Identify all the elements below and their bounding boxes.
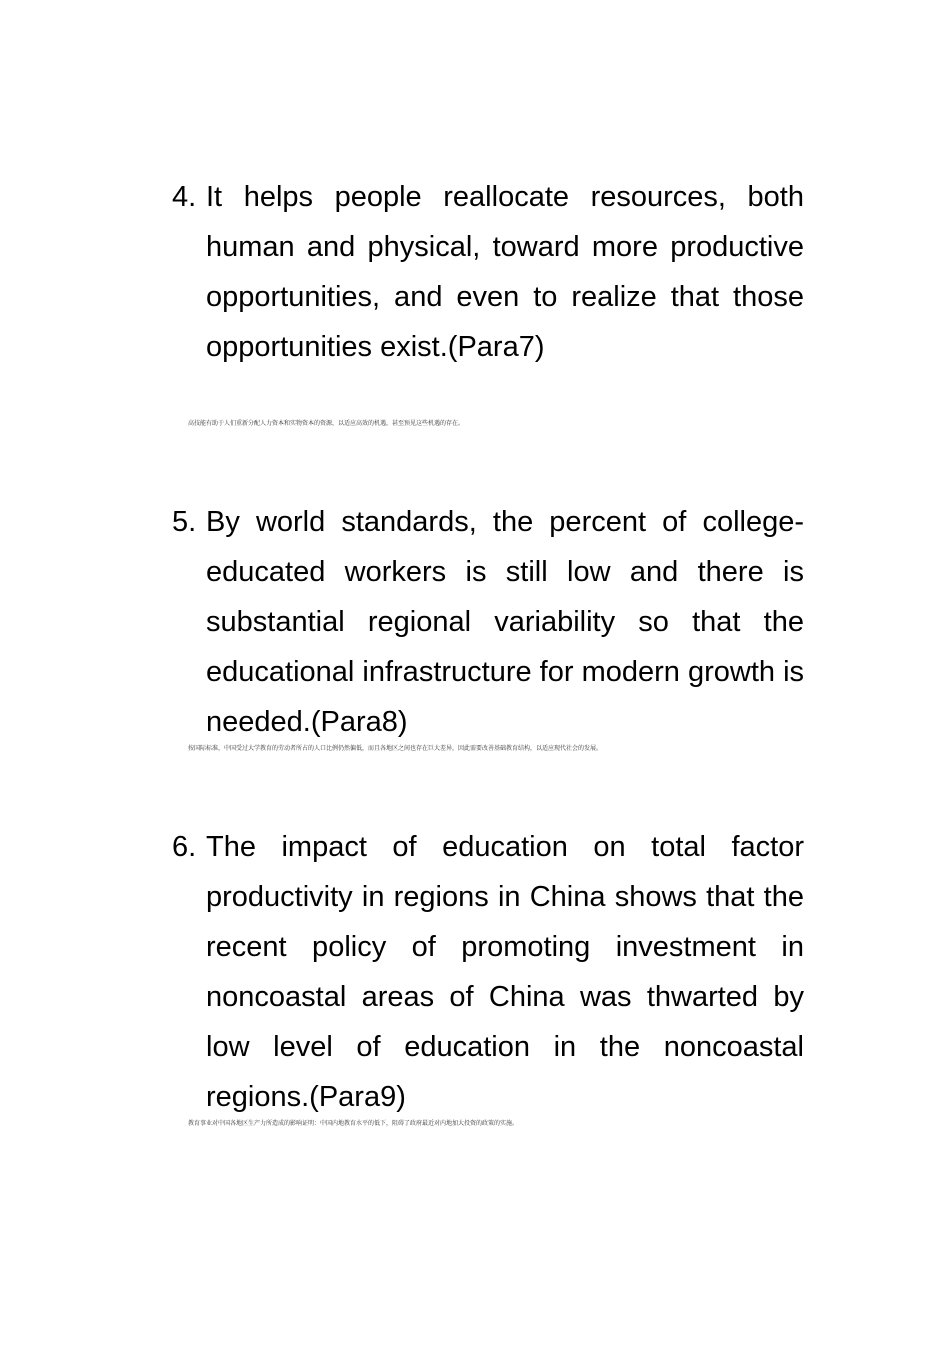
item-english-text: The impact of education on total factor productivity in regions in China shows that the recent policy of promoting investment in noncoastal areas of China was thwarted by low level of education in the noncoastal regions.(Para9) [206, 831, 804, 1113]
item-chinese-note: 高技能有助于人们重新分配人力资本和实物资本的资源，以适应高效的机遇，甚至预见这些机遇的存在。 [188, 420, 465, 427]
item-english-text: By world standards, the percent of college-educated workers is still low and there is substantial regional variability so that the educational infrastructure for modern growth is needed.(Para8) [206, 506, 805, 738]
item-number: 5. [172, 506, 197, 538]
item-number: 4. [172, 181, 197, 213]
item-chinese-note: 教育事业对中国各地区生产力所造成的影响证明：中国内地教育水平的低下，阻碍了政府最近对内地加大投资的政策的实施。 [188, 1120, 519, 1127]
item-chinese-note: 按国际标准，中国受过大学教育的劳动者所占的人口比例仍然偏低，而且各地区之间也存在巨大差异，因此需要改善基础教育结构，以适应现代社会的发展。 [188, 745, 603, 752]
item-number: 6. [172, 831, 197, 863]
item-english-text: It helps people reallocate resources, both human and physical, toward more productive opportunities, and even to realize that those opportunities exist.(Para7) [206, 181, 804, 363]
